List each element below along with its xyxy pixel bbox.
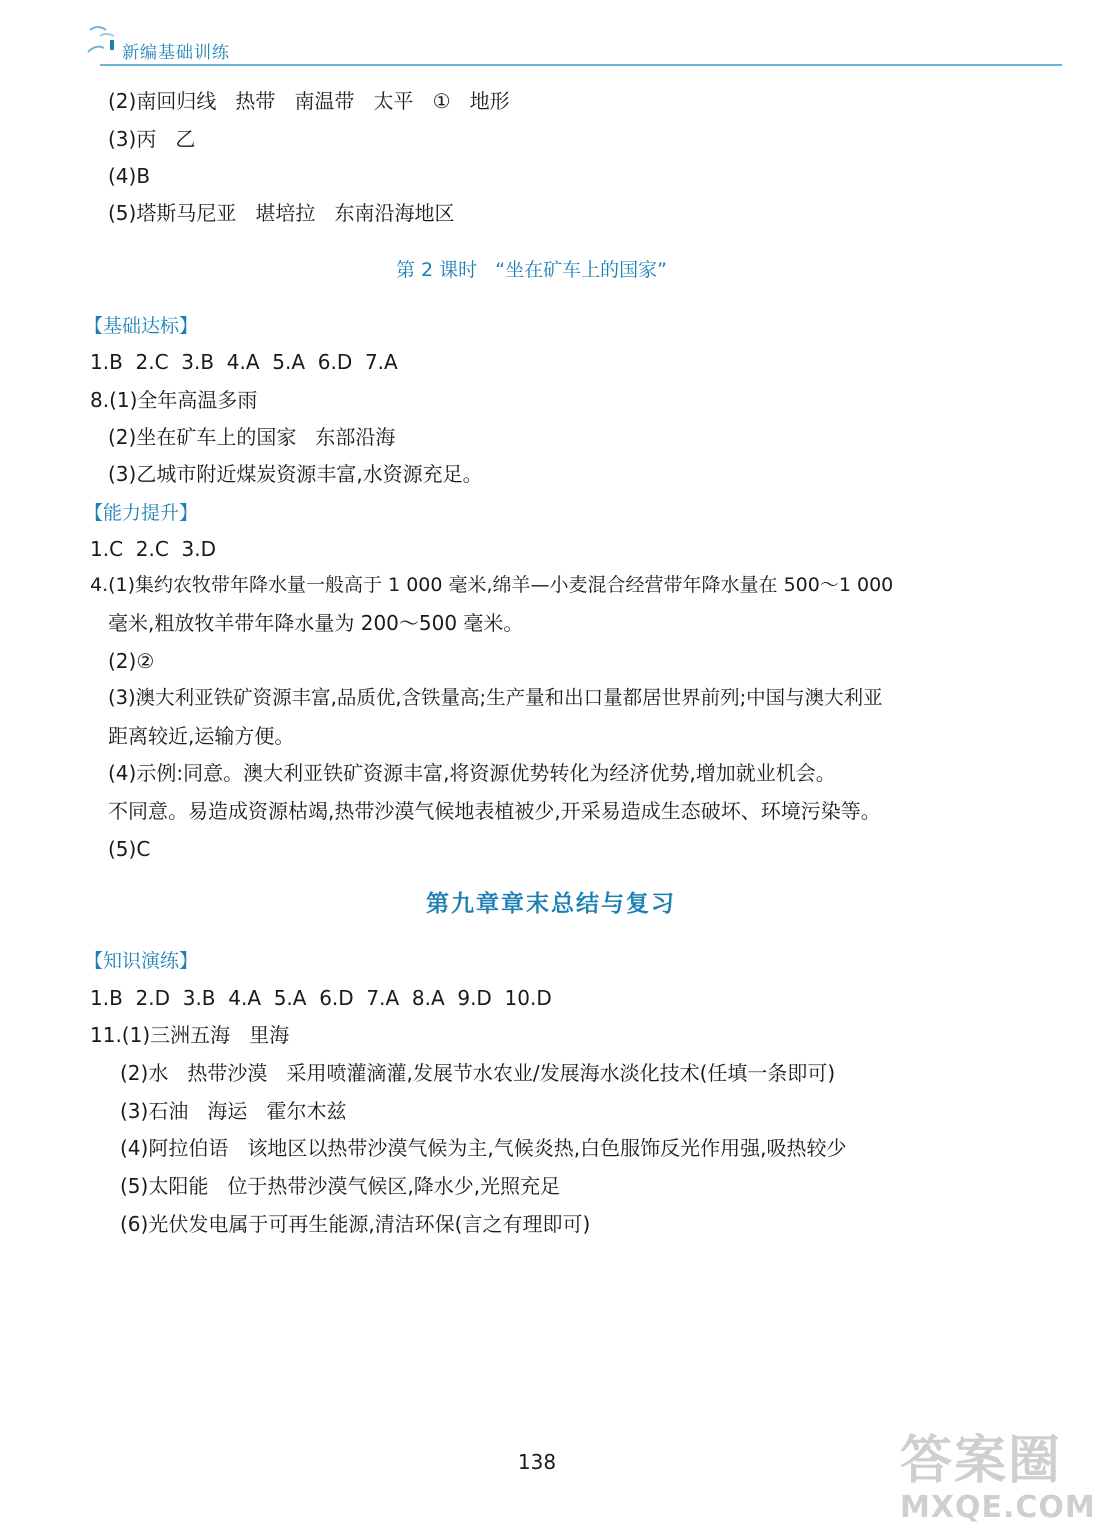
answer-line: 1.B 2.C 3.B 4.A 5.A 6.D 7.A (90, 350, 398, 374)
answer-line: (2)水 热带沙漠 采用喷灌滴灌,发展节水农业/发展海水淡化技术(任填一条即可) (120, 1061, 836, 1085)
answer-line: 4.(1)集约农牧带年降水量一般高于 1 000 毫米,绵羊—小麦混合经营带年降水量在 500～1 000 (90, 574, 894, 596)
section-tag-knowledge: 【知识演练】 (84, 950, 199, 972)
answer-line: (3)乙城市附近煤炭资源丰富,水资源充足。 (108, 462, 483, 486)
lesson-title: 第 2 课时 “坐在矿车上的国家” (396, 259, 667, 281)
answer-line: (5)太阳能 位于热带沙漠气候区,降水少,光照充足 (120, 1174, 561, 1198)
answer-line: 11.(1)三洲五海 里海 (90, 1023, 290, 1047)
answer-line: (5)塔斯马尼亚 堪培拉 东南沿海地区 (108, 201, 455, 225)
answer-line: 不同意。易造成资源枯竭,热带沙漠气候地表植被少,开采易造成生态破坏、环境污染等。 (108, 799, 881, 823)
answer-line: (4)阿拉伯语 该地区以热带沙漠气候为主,气候炎热,白色服饰反光作用强,吸热较少 (120, 1136, 847, 1160)
answer-line: 1.C 2.C 3.D (90, 537, 217, 561)
watermark-logo-text: 答案圈 (900, 1431, 1063, 1491)
page-header (86, 18, 1062, 68)
page-number: 138 (517, 1450, 557, 1474)
chapter-title: 第九章章末总结与复习 (426, 890, 676, 917)
answer-line: (3)石油 海运 霍尔木兹 (120, 1099, 347, 1123)
answer-line: (6)光伏发电属于可再生能源,清洁环保(言之有理即可) (120, 1212, 591, 1236)
answer-line: (4)B (108, 164, 151, 188)
section-tag-basic: 【基础达标】 (84, 315, 199, 337)
watermark-url: MXQE.COM (900, 1490, 1096, 1525)
header-divider (100, 64, 1062, 66)
answer-line: (3)丙 乙 (108, 127, 196, 151)
book-logo-icon (86, 22, 120, 56)
header-title: 新编基础训练 (122, 43, 230, 63)
answer-line: (5)C (108, 837, 151, 861)
answer-line: (4)示例:同意。澳大利亚铁矿资源丰富,将资源优势转化为经济优势,增加就业机会。 (108, 761, 836, 785)
answer-line: 1.B 2.D 3.B 4.A 5.A 6.D 7.A 8.A 9.D 10.D (90, 986, 552, 1010)
answer-line: 8.(1)全年高温多雨 (90, 388, 258, 412)
watermark (896, 1418, 1096, 1530)
answer-line: 毫米,粗放牧羊带年降水量为 200～500 毫米。 (108, 611, 524, 635)
section-tag-ability: 【能力提升】 (84, 502, 199, 524)
answer-line: (2)② (108, 649, 155, 673)
answer-line: 距离较近,运输方便。 (108, 724, 295, 748)
answer-line: (2)坐在矿车上的国家 东部沿海 (108, 425, 396, 449)
answer-line: (2)南回归线 热带 南温带 太平 ① 地形 (108, 89, 510, 113)
answer-line: (3)澳大利亚铁矿资源丰富,品质优,含铁量高;生产量和出口量都居世界前列;中国与澳大利亚 (108, 686, 883, 709)
